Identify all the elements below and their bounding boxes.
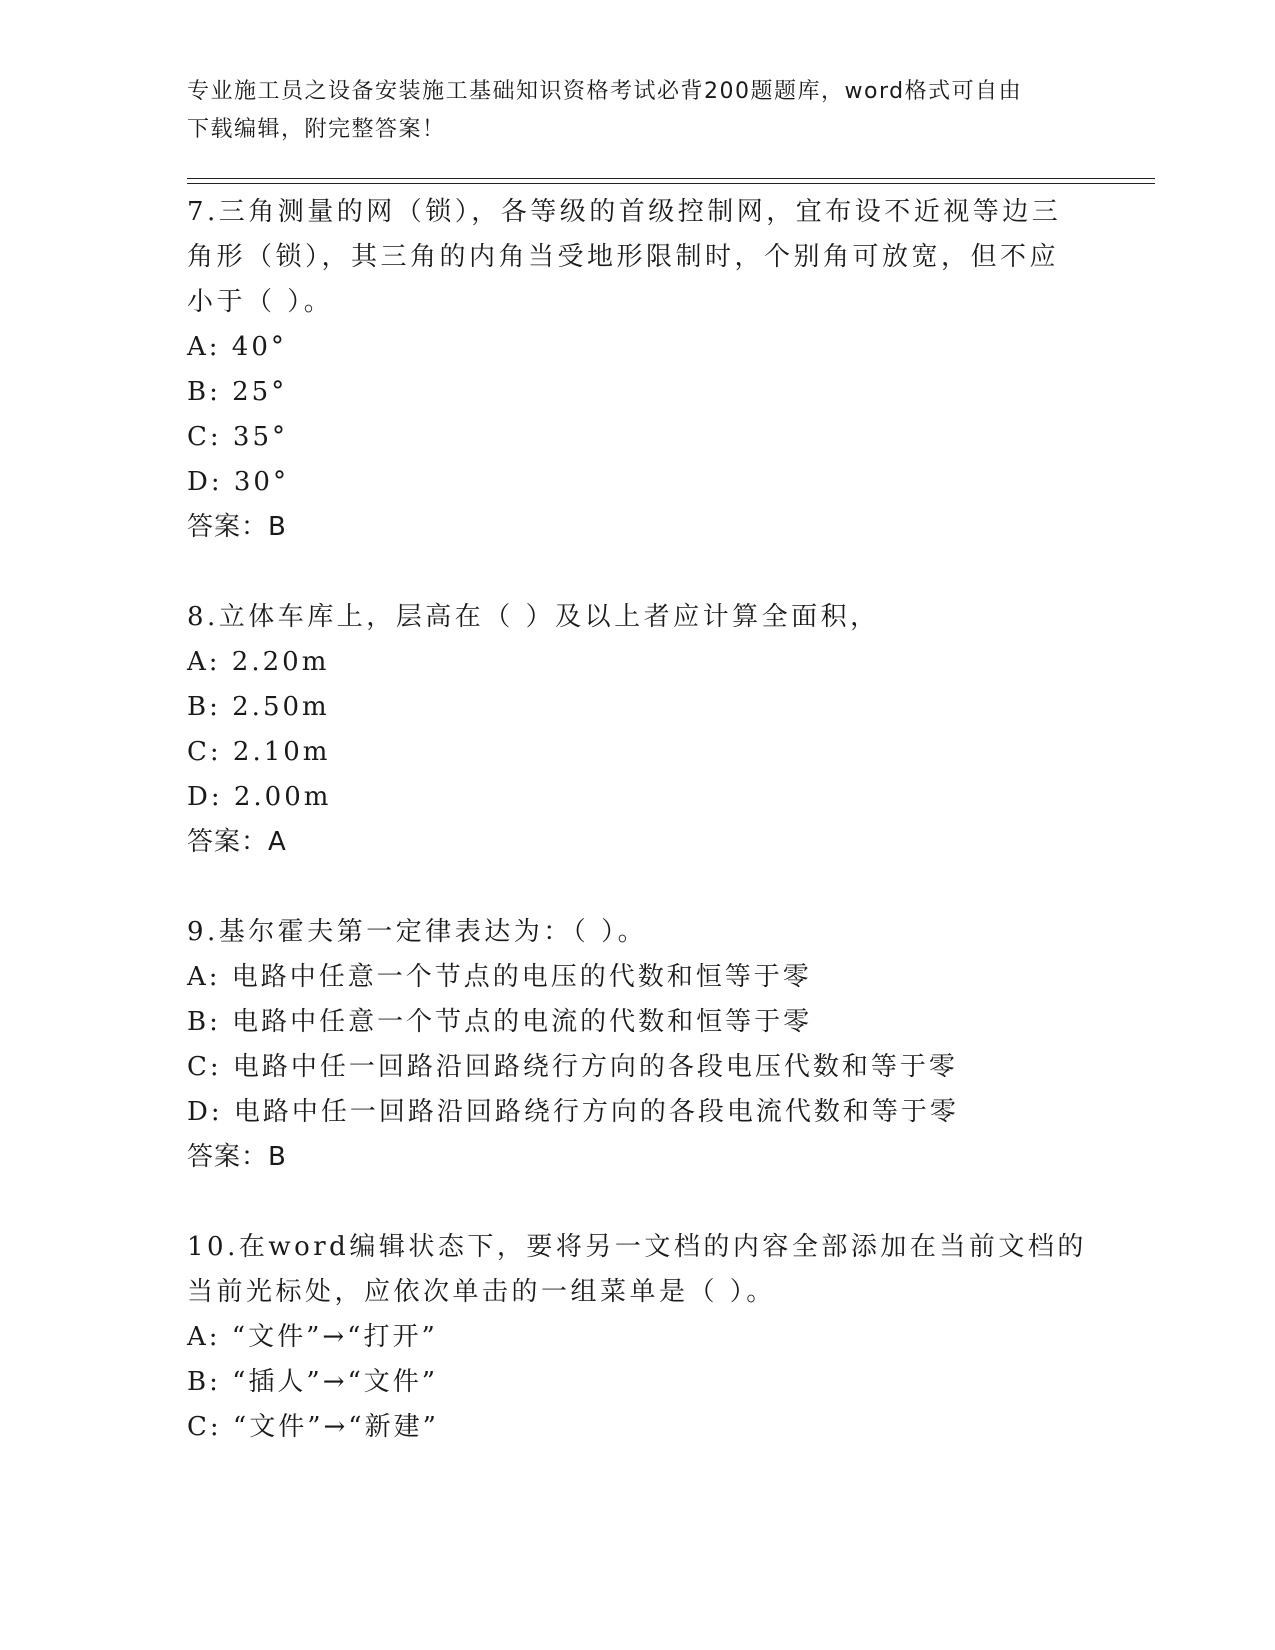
option-a: A: 2.20m: [187, 647, 330, 677]
question-7: [187, 190, 1087, 550]
option-list: [187, 1315, 1087, 1450]
option-list: [187, 640, 1087, 820]
document-header: 专业施工员之设备安装施工基础知识资格考试必背200题题库，word格式可自由 下载编辑，附完整答案！: [187, 79, 1023, 142]
spacer: [187, 865, 1087, 910]
spacer: [187, 1180, 1087, 1225]
question-stem: 7.三角测量的网（锁），各等级的首级控制网，宜布设不近视等边三 角形（锁），其三角的内角当受地形限制时，个别角可放宽，但不应 小于（ ）。: [187, 197, 1062, 317]
option-a: A: “文件”→“打开”: [187, 1322, 438, 1352]
question-10: [187, 1225, 1087, 1450]
question-8: [187, 595, 1087, 865]
header-divider-top: [187, 178, 1155, 179]
spacer: [187, 550, 1087, 595]
question-stem: 9.基尔霍夫第一定律表达为：（ ）。: [187, 917, 648, 947]
option-d: D: 电路中任一回路沿回路绕行方向的各段电流代数和等于零: [187, 1097, 959, 1127]
option-c: C: “文件”→“新建”: [187, 1412, 439, 1442]
option-c: C: 35°: [187, 422, 289, 452]
question-list: [187, 190, 1087, 1450]
question-stem: 10.在word编辑状态下，要将另一文档的内容全部添加在当前文档的 当前光标处，应依次单击的一组菜单是（ ）。: [187, 1232, 1087, 1307]
option-b: B: 25°: [187, 377, 288, 407]
option-c: C: 2.10m: [187, 737, 331, 767]
question-stem: 8.立体车库上，层高在（ ）及以上者应计算全面积，: [187, 602, 880, 632]
answer-line: 答案：B: [187, 512, 287, 542]
option-a: A: 40°: [187, 332, 287, 362]
answer-line: 答案：A: [187, 827, 287, 857]
option-list: [187, 955, 1087, 1135]
question-9: [187, 910, 1087, 1180]
option-d: D: 30°: [187, 467, 289, 497]
option-b: B: “插人”→“文件”: [187, 1367, 439, 1397]
option-a: A: 电路中任意一个节点的电压的代数和恒等于零: [187, 962, 812, 992]
answer-line: 答案：B: [187, 1142, 287, 1172]
option-c: C: 电路中任一回路沿回路绕行方向的各段电压代数和等于零: [187, 1052, 958, 1082]
option-b: B: 2.50m: [187, 692, 330, 722]
header-divider-bottom: [187, 183, 1155, 184]
option-b: B: 电路中任意一个节点的电流的代数和恒等于零: [187, 1007, 813, 1037]
option-d: D: 2.00m: [187, 782, 332, 812]
option-list: [187, 325, 1087, 505]
